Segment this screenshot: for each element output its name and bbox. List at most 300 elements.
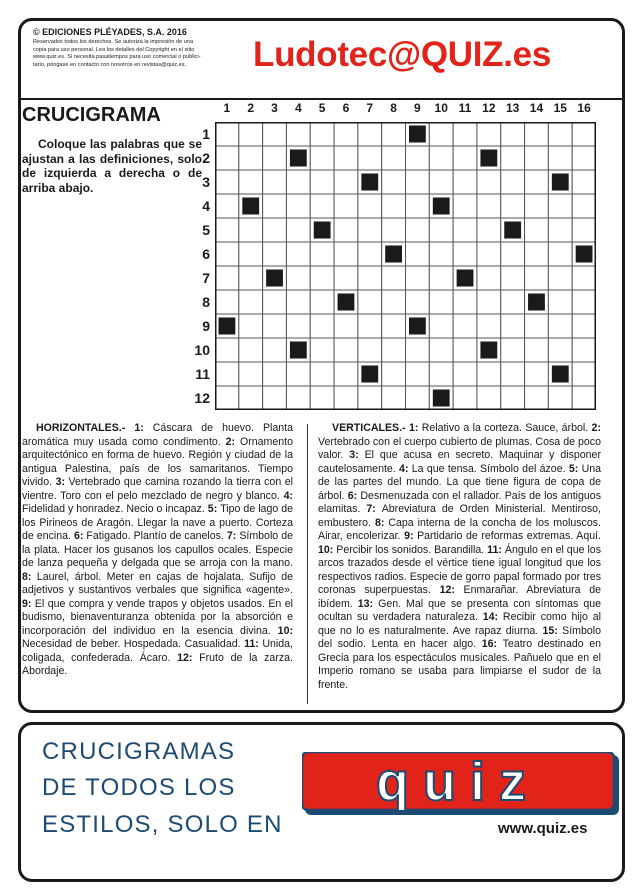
horizontal-clue-text: Fatigado. Plantío de canelos.: [86, 530, 224, 542]
grid-cell[interactable]: [215, 290, 239, 314]
grid-cell[interactable]: [263, 338, 287, 362]
row-number: 5: [202, 222, 210, 238]
grid-cell[interactable]: [406, 338, 430, 362]
grid-cell[interactable]: [477, 290, 501, 314]
grid-cell[interactable]: [477, 218, 501, 242]
grid-cell[interactable]: [477, 194, 501, 218]
grid-cell[interactable]: [572, 170, 596, 194]
grid-cell[interactable]: [215, 362, 239, 386]
grid-cell[interactable]: [525, 362, 549, 386]
grid-cell[interactable]: [310, 170, 334, 194]
grid-cell[interactable]: [263, 290, 287, 314]
grid-cell[interactable]: [572, 362, 596, 386]
grid-cell[interactable]: [572, 146, 596, 170]
vertical-clue-text: Enmarañar. Abreviatura de ibídem.: [318, 584, 602, 610]
column-number: 10: [434, 101, 448, 115]
grid-cell[interactable]: [382, 146, 406, 170]
grid-cell[interactable]: [572, 290, 596, 314]
quiz-logo-text: quiz: [376, 752, 540, 812]
grid-cell[interactable]: [286, 122, 310, 146]
grid-cell[interactable]: [382, 338, 406, 362]
black-square: [504, 222, 521, 239]
vertical-clue-text: Teatro destinado en Grecia para los espectáculos musicales. Pañuelo que en el Imperio romano se usaba para limpiarse el sudor de la frente.: [318, 638, 601, 691]
grid-cell[interactable]: [429, 338, 453, 362]
vertical-clue-text: La que tensa. Símbolo del ázoe.: [411, 462, 566, 475]
grid-cell[interactable]: [263, 146, 287, 170]
ad-line-1: CRUCIGRAMAS: [42, 738, 236, 765]
column-number: 4: [294, 101, 302, 115]
grid-cell[interactable]: [239, 266, 263, 290]
black-square: [433, 390, 450, 407]
grid-cell[interactable]: [286, 266, 310, 290]
grid-cell[interactable]: [334, 194, 358, 218]
grid-cell[interactable]: [501, 122, 525, 146]
grid-cell[interactable]: [334, 242, 358, 266]
grid-cell[interactable]: [501, 290, 525, 314]
grid-cell[interactable]: [382, 290, 406, 314]
grid-cell[interactable]: [453, 314, 477, 338]
horizontal-clue-number: 5:: [204, 503, 221, 515]
grid-cell[interactable]: [239, 170, 263, 194]
grid-cell[interactable]: [334, 338, 358, 362]
grid-cell[interactable]: [310, 266, 334, 290]
grid-cell[interactable]: [263, 362, 287, 386]
grid-cell[interactable]: [215, 386, 239, 410]
vertical-clue-text: Gen. Mal que se presenta con síntomas que ocultan su verdadera naturaleza.: [318, 597, 601, 623]
vertical-clue-number: 1:: [408, 422, 422, 434]
grid-cell[interactable]: [382, 314, 406, 338]
grid-cell[interactable]: [525, 338, 549, 362]
horizontal-clues: [22, 422, 293, 679]
grid-cell[interactable]: [382, 194, 406, 218]
grid-cell[interactable]: [501, 314, 525, 338]
grid-cell[interactable]: [358, 314, 382, 338]
grid-cell[interactable]: [525, 194, 549, 218]
grid-cell[interactable]: [429, 314, 453, 338]
grid-cell[interactable]: [453, 170, 477, 194]
horizontal-clue-text: El que compra y vende trapos y objetos usados. En el budismo, bienaventuranza obtenida por la absorción e incorporación del individuo en la esencia divina.: [22, 597, 293, 637]
grid-cell[interactable]: [215, 218, 239, 242]
grid-cell[interactable]: [525, 266, 549, 290]
vertical-clue-number: 6:: [344, 489, 361, 502]
horizontal-heading: HORIZONTALES.-: [36, 422, 126, 434]
grid-cell[interactable]: [477, 170, 501, 194]
grid-cell[interactable]: [572, 386, 596, 410]
grid-cell[interactable]: [406, 170, 430, 194]
row-number: 11: [195, 366, 210, 382]
grid-cell[interactable]: [477, 386, 501, 410]
grid-cell[interactable]: [453, 338, 477, 362]
horizontal-clue-number: 4:: [279, 489, 293, 502]
vertical-clue-number: 11:: [484, 543, 505, 556]
column-number: 11: [458, 101, 472, 115]
vertical-clue-number: 3:: [343, 449, 365, 461]
grid-cell[interactable]: [501, 338, 525, 362]
horizontal-clue-text: Tipo de lago de los Pirineos de Aragón. Llegar la nave a puerto. Corteza de encina.: [22, 503, 294, 542]
ad-url[interactable]: www.quiz.es: [498, 820, 588, 837]
puzzle-instructions: Coloque las palabras que se ajustan a las definiciones, solo de izquierda a derecha o de arriba abajo.: [22, 137, 202, 195]
grid-cell[interactable]: [239, 146, 263, 170]
grid-cell[interactable]: [358, 146, 382, 170]
grid-cell[interactable]: [429, 170, 453, 194]
grid-cell[interactable]: [382, 266, 406, 290]
black-square: [385, 246, 402, 263]
black-square: [576, 246, 593, 263]
vertical-clue-number: 12:: [430, 584, 464, 596]
row-number: 3: [202, 174, 210, 190]
black-square: [528, 294, 545, 311]
horizontal-clue-text: Fruto de la zarza. Abordaje.: [22, 651, 293, 677]
black-square: [242, 198, 259, 215]
vertical-clue-number: 13:: [352, 597, 379, 610]
vertical-clue-text: Recibir como hijo al que no lo es naturalmente. Ave rapaz diurna.: [318, 611, 602, 637]
column-number: 3: [271, 101, 278, 115]
grid-cell[interactable]: [406, 266, 430, 290]
grid-cell[interactable]: [310, 386, 334, 410]
black-square: [219, 318, 236, 335]
grid-cell[interactable]: [382, 386, 406, 410]
clues-divider: [307, 424, 308, 704]
row-number: 4: [202, 198, 210, 214]
grid-cell[interactable]: [239, 314, 263, 338]
grid-cell[interactable]: [429, 266, 453, 290]
grid-cell[interactable]: [239, 122, 263, 146]
column-number: 7: [366, 101, 374, 115]
grid-cell[interactable]: [453, 242, 477, 266]
grid-cell[interactable]: [453, 386, 477, 410]
copyright-block: [33, 27, 248, 69]
copyright-line: www.quiz.es. Si necesita pasatiempos para uso comercial o publici-: [33, 54, 201, 61]
grid-cell[interactable]: [548, 338, 572, 362]
grid-cell[interactable]: [406, 194, 430, 218]
brand-logo: Ludotec@QUIZ.es: [253, 35, 551, 74]
grid-cell[interactable]: [215, 194, 239, 218]
row-number: 6: [202, 246, 210, 262]
row-number: 1: [202, 126, 210, 142]
grid-cell[interactable]: [358, 194, 382, 218]
grid-cell[interactable]: [310, 194, 334, 218]
grid-cell[interactable]: [286, 218, 310, 242]
column-number: 9: [414, 101, 421, 115]
horizontal-clue-text: Ornamento arquitectónico en forma de huevo. Región y ciudad de la antigua Palestina, país de los samaritanos. Tiempo vivido.: [22, 435, 293, 488]
grid-cell[interactable]: [382, 218, 406, 242]
grid-cell[interactable]: [525, 314, 549, 338]
grid-cell[interactable]: [501, 386, 525, 410]
grid-cell[interactable]: [310, 290, 334, 314]
horizontal-clue-text: Necesidad de beber. Hospedada. Casualidad.: [22, 638, 241, 650]
row-number: 9: [202, 318, 210, 334]
horizontal-clue-number: 1:: [134, 422, 153, 434]
puzzle-title: CRUCIGRAMA: [22, 104, 161, 126]
vertical-clue-text: El que acusa en secreto. Maquinar y disponer cautelosamente.: [318, 449, 601, 475]
grid-cell[interactable]: [477, 362, 501, 386]
grid-cell[interactable]: [548, 218, 572, 242]
grid-cell[interactable]: [263, 386, 287, 410]
copyright-title: © EDICIONES PLÉYADES, S.A. 2016: [33, 27, 187, 37]
horizontal-clue-text: Símbolo de la plata. Hacer los gusanos los capullos ocales. Especie de lanza pequeña y delgada que se arroja con la mano.: [22, 530, 293, 569]
grid-cell[interactable]: [548, 290, 572, 314]
grid-cell[interactable]: [286, 290, 310, 314]
grid-cell[interactable]: [215, 122, 239, 146]
grid-cell[interactable]: [215, 242, 239, 266]
vertical-heading: VERTICALES.-: [332, 422, 406, 434]
vertical-clue-text: Desmenuzada con el rallador. País de los antiguos elamitas.: [318, 489, 601, 515]
vertical-clue-text: Una de las partes del mundo. La que tiene figura de copa de árbol.: [318, 462, 601, 502]
ad-line-2: DE TODOS LOS: [42, 774, 236, 801]
grid-cell[interactable]: [572, 338, 596, 362]
grid-cell[interactable]: [429, 146, 453, 170]
black-square: [480, 150, 497, 167]
grid-cell[interactable]: [310, 362, 334, 386]
row-number: 10: [194, 342, 210, 358]
column-number: 15: [553, 101, 567, 115]
grid-cell[interactable]: [310, 146, 334, 170]
black-square: [338, 294, 355, 311]
black-square: [552, 366, 569, 383]
grid-cell[interactable]: [525, 122, 549, 146]
quiz-logo[interactable]: [302, 752, 622, 822]
row-number: 12: [194, 390, 210, 406]
copyright-line: tario, póngase en contacto con nosotros en revistas@quiz.es.: [33, 61, 187, 68]
grid-cell[interactable]: [453, 218, 477, 242]
grid-cell[interactable]: [453, 194, 477, 218]
horizontal-clue-number: 3:: [52, 476, 69, 488]
grid-cell[interactable]: [429, 242, 453, 266]
vertical-clue-text: Partidario de reformas extremas. Aquí.: [417, 530, 601, 542]
column-number: 12: [482, 101, 496, 115]
grid-cell[interactable]: [501, 242, 525, 266]
black-square: [433, 198, 450, 215]
horizontal-clue-text: Laurel, árbol. Meter en cajas de hojalata. Sufijo de adjetivos y sustantivos verbales que significa «agente».: [22, 570, 293, 596]
grid-cell[interactable]: [572, 194, 596, 218]
grid-cell[interactable]: [525, 386, 549, 410]
grid-cell[interactable]: [548, 266, 572, 290]
grid-cell[interactable]: [263, 218, 287, 242]
black-square: [361, 366, 378, 383]
grid-cell[interactable]: [310, 314, 334, 338]
column-numbers: [215, 101, 596, 117]
black-square: [409, 318, 426, 335]
vertical-clue-number: 9:: [400, 530, 418, 542]
grid-cell[interactable]: [429, 122, 453, 146]
column-number: 13: [505, 101, 520, 115]
grid-cell[interactable]: [334, 386, 358, 410]
grid-cell[interactable]: [286, 194, 310, 218]
grid-cell[interactable]: [453, 146, 477, 170]
black-square: [314, 222, 331, 239]
black-square: [552, 174, 569, 191]
grid-cell[interactable]: [239, 362, 263, 386]
grid-cell[interactable]: [358, 386, 382, 410]
grid-cell[interactable]: [382, 122, 406, 146]
vertical-clue-number: 5:: [565, 462, 582, 475]
grid-cell[interactable]: [239, 386, 263, 410]
horizontal-clue-number: 10:: [270, 624, 293, 637]
grid-cell[interactable]: [286, 242, 310, 266]
grid-cell[interactable]: [215, 170, 239, 194]
horizontal-clue-number: 7:: [223, 530, 240, 542]
grid-cell[interactable]: [501, 194, 525, 218]
grid-cell[interactable]: [406, 242, 430, 266]
grid-cell[interactable]: [334, 266, 358, 290]
vertical-clue-number: 2:: [588, 422, 601, 434]
horizontal-clue-number: 2:: [220, 435, 240, 448]
grid-cell[interactable]: [429, 362, 453, 386]
column-number: 2: [247, 101, 255, 115]
vertical-clue-number: 16:: [476, 638, 503, 650]
grid-cell[interactable]: [525, 170, 549, 194]
grid-cell[interactable]: [477, 242, 501, 266]
horizontal-clue-text: Fidelidad y honradez. Necio o incapaz.: [22, 503, 205, 515]
grid-cell[interactable]: [501, 170, 525, 194]
black-square: [290, 150, 307, 167]
vertical-clue-number: 4:: [395, 462, 412, 475]
grid-cell[interactable]: [406, 218, 430, 242]
black-square: [290, 342, 307, 359]
grid-cell[interactable]: [525, 242, 549, 266]
grid-cell[interactable]: [525, 218, 549, 242]
grid-cell[interactable]: [406, 362, 430, 386]
vertical-clue-text: Percibir los sonidos. Barandilla.: [336, 543, 485, 556]
grid-cell[interactable]: [548, 242, 572, 266]
grid-cell[interactable]: [334, 314, 358, 338]
black-square: [266, 270, 283, 287]
grid-cell[interactable]: [215, 146, 239, 170]
grid-cell[interactable]: [525, 146, 549, 170]
horizontal-clue-number: 11:: [240, 638, 263, 650]
column-number: 1: [223, 101, 231, 115]
grid-cell[interactable]: [263, 194, 287, 218]
grid-cell[interactable]: [572, 122, 596, 146]
grid-cell[interactable]: [501, 146, 525, 170]
grid-cell[interactable]: [239, 242, 263, 266]
header-divider: [18, 98, 625, 100]
grid-cell[interactable]: [572, 218, 596, 242]
grid-cell[interactable]: [477, 122, 501, 146]
grid-cell[interactable]: [358, 290, 382, 314]
grid-cell[interactable]: [453, 290, 477, 314]
horizontal-clue-number: 8:: [22, 570, 37, 583]
black-square: [457, 270, 474, 287]
horizontal-clue-number: 12:: [170, 651, 200, 664]
column-number: 5: [318, 101, 326, 115]
grid-cell[interactable]: [310, 338, 334, 362]
vertical-clue-number: 7:: [360, 503, 382, 515]
column-number: 6: [342, 101, 350, 115]
vertical-clue-text: Símbolo del sodio. Lenta en hacer algo.: [318, 624, 601, 650]
grid-cell[interactable]: [572, 266, 596, 290]
grid-cell[interactable]: [406, 386, 430, 410]
grid-cell[interactable]: [310, 122, 334, 146]
grid-cell[interactable]: [215, 266, 239, 290]
vertical-clue-text: Ángulo en el que los arcos trazados desde el vértice tiene igual longitud que los respectivos radios. Especie de gorro papal formado por tres coronas superpuestas.: [318, 543, 601, 596]
grid-cell[interactable]: [239, 338, 263, 362]
grid-cell[interactable]: [334, 146, 358, 170]
grid-cell[interactable]: [382, 362, 406, 386]
grid-cell[interactable]: [286, 386, 310, 410]
grid-cell[interactable]: [239, 290, 263, 314]
vertical-clue-number: 8:: [371, 516, 389, 529]
vertical-clue-number: 14:: [477, 611, 503, 623]
copyright-line: copia para uso personal. Lea los detalles del Copyright en el sitio: [33, 46, 195, 53]
horizontal-clue-text: Cáscara de huevo. Planta aromática muy usada como condimento.: [22, 422, 293, 448]
vertical-clue-text: Relativo a la corteza. Sauce, árbol.: [421, 422, 589, 434]
column-number: 14: [529, 101, 544, 115]
black-square: [480, 342, 497, 359]
ad-line-3: ESTILOS, SOLO EN: [42, 811, 283, 838]
grid-cell[interactable]: [263, 122, 287, 146]
crossword-grid[interactable]: [215, 122, 596, 410]
column-number: 8: [390, 101, 397, 115]
grid-cell[interactable]: [358, 242, 382, 266]
horizontal-clue-text: Unida, coligada, confederada. Ácaro.: [22, 638, 293, 664]
row-number: 7: [202, 270, 210, 286]
grid-cell[interactable]: [358, 218, 382, 242]
grid-cell[interactable]: [572, 314, 596, 338]
grid-cell[interactable]: [477, 266, 501, 290]
grid-cell[interactable]: [358, 338, 382, 362]
grid-cell[interactable]: [453, 122, 477, 146]
grid-cell[interactable]: [286, 170, 310, 194]
black-square: [361, 174, 378, 191]
grid-cell[interactable]: [548, 146, 572, 170]
black-square: [409, 126, 426, 143]
grid-cell[interactable]: [286, 314, 310, 338]
grid-cell[interactable]: [429, 218, 453, 242]
grid-cell[interactable]: [477, 314, 501, 338]
grid-cell[interactable]: [406, 146, 430, 170]
horizontal-clue-text: Vertebrado que camina rozando la tierra con el vientre. Toro con el pelo mezclado de negro y blanco.: [22, 476, 294, 502]
grid-cell[interactable]: [453, 362, 477, 386]
vertical-clue-text: Abreviatura de Orden Ministerial. Mentiroso, embustero.: [318, 503, 601, 529]
grid-cell[interactable]: [263, 170, 287, 194]
grid-cell[interactable]: [548, 194, 572, 218]
grid-cell[interactable]: [215, 338, 239, 362]
grid-cell[interactable]: [382, 170, 406, 194]
grid-cell[interactable]: [548, 386, 572, 410]
grid-cell[interactable]: [548, 314, 572, 338]
column-number: 16: [577, 101, 591, 115]
grid-cell[interactable]: [429, 290, 453, 314]
grid-cell[interactable]: [334, 170, 358, 194]
horizontal-clue-number: 6:: [70, 530, 87, 542]
grid-cell[interactable]: [358, 122, 382, 146]
horizontal-clue-number: 9:: [22, 597, 35, 610]
grid-cell[interactable]: [406, 290, 430, 314]
grid-cell[interactable]: [548, 122, 572, 146]
row-number: 2: [202, 150, 210, 166]
grid-cell[interactable]: [334, 362, 358, 386]
vertical-clue-text: Capa interna de la concha de los moluscos. Airar, encolerizar.: [318, 516, 601, 542]
row-number: 8: [202, 294, 210, 310]
grid-cell[interactable]: [501, 362, 525, 386]
grid-cell[interactable]: [263, 314, 287, 338]
vertical-clue-number: 10:: [318, 543, 337, 556]
grid-cell[interactable]: [358, 266, 382, 290]
copyright-text: [33, 39, 248, 69]
grid-cell[interactable]: [263, 242, 287, 266]
grid-cell[interactable]: [310, 242, 334, 266]
grid-cell[interactable]: [334, 218, 358, 242]
grid-cell[interactable]: [501, 266, 525, 290]
grid-cell[interactable]: [239, 218, 263, 242]
grid-cell[interactable]: [286, 362, 310, 386]
vertical-clue-number: 15:: [538, 624, 563, 637]
grid-cell[interactable]: [334, 122, 358, 146]
vertical-clues: [318, 422, 601, 692]
vertical-clue-text: Vertebrado con el cuerpo cubierto de plumas. Cosa de poco valor.: [318, 435, 601, 461]
row-numbers: [192, 122, 212, 410]
